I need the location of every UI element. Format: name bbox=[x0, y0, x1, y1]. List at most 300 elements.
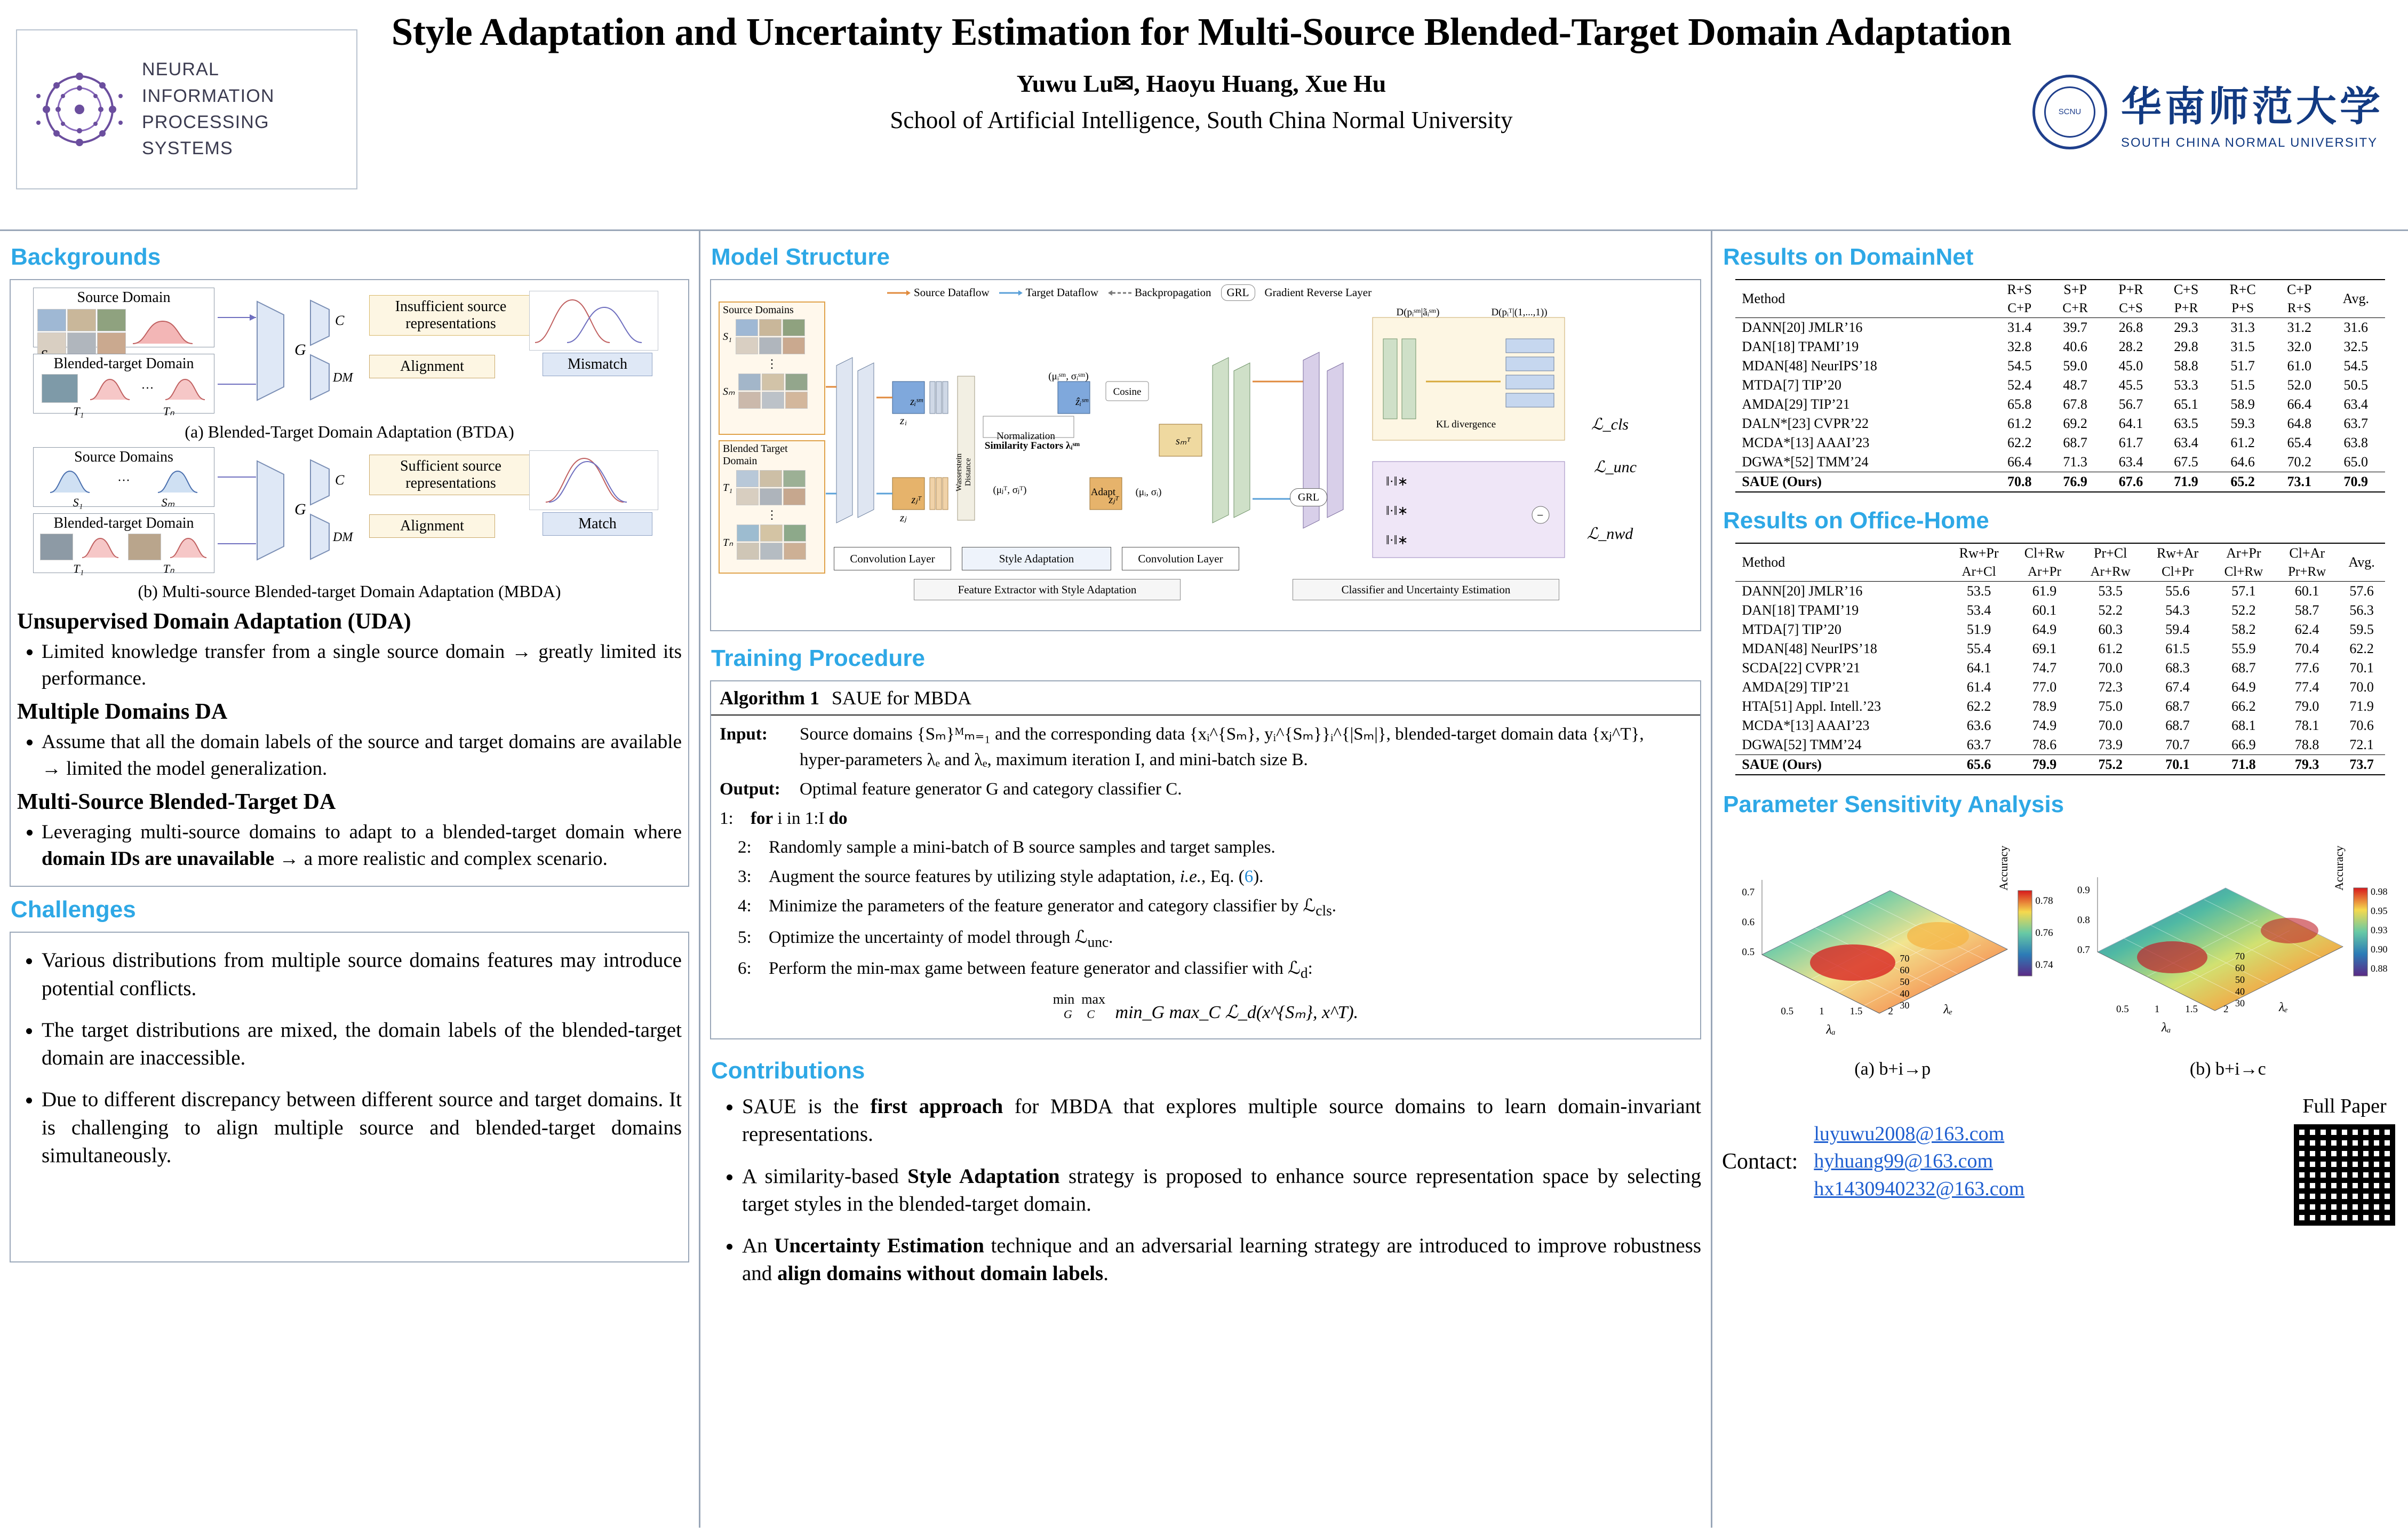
cell: 31.3 bbox=[2230, 320, 2255, 335]
cell: 52.2 bbox=[2098, 602, 2123, 618]
col-h2-4: Cl+Rw bbox=[2224, 565, 2263, 579]
cell: 45.0 bbox=[2118, 358, 2143, 374]
cell: 64.6 bbox=[2230, 454, 2255, 470]
cell-method: SAUE (Ours) bbox=[1742, 474, 1822, 489]
cell-method: DALN*[23] CVPR’22 bbox=[1742, 416, 1869, 431]
cell: 60.1 bbox=[2032, 602, 2057, 618]
list-item: • Assume that all the domain labels of the source and target domains are available → limited the model generalization. bbox=[42, 729, 682, 782]
col-method: Method bbox=[1742, 554, 1785, 570]
cell: 62.2 bbox=[2007, 435, 2032, 450]
cell: 65.2 bbox=[2230, 474, 2255, 489]
algorithm-title bbox=[711, 681, 1700, 716]
cell: 63.4 bbox=[2174, 435, 2198, 450]
btda-source-domain-box bbox=[33, 288, 214, 347]
thumb bbox=[37, 309, 66, 331]
table-row bbox=[1735, 658, 2385, 678]
t1-label: T₁ bbox=[723, 481, 733, 494]
col-h-4: Ar+Pr bbox=[2226, 545, 2261, 561]
cell: 63.7 bbox=[1966, 737, 1991, 752]
cell: 48.7 bbox=[2063, 377, 2087, 393]
conv-layer-left: Convolution Layer bbox=[834, 547, 951, 570]
bg-item-list-0 bbox=[17, 639, 682, 692]
svg-text:DM: DM bbox=[333, 530, 353, 544]
cell: 67.6 bbox=[2118, 474, 2143, 489]
cell-method: HTA[51] Appl. Intell.’23 bbox=[1742, 698, 1881, 714]
section-heading-challenges: Challenges bbox=[11, 896, 136, 923]
cell: 66.4 bbox=[2007, 454, 2032, 470]
z-ticks-a: 0.7 0.6 0.5 bbox=[1742, 887, 1755, 958]
table-row bbox=[1735, 318, 2385, 338]
table-row bbox=[1735, 620, 2385, 639]
conv-layer-right: Convolution Layer bbox=[1122, 547, 1239, 570]
cell: 61.7 bbox=[2118, 435, 2143, 450]
mbda-note: Sufficient source representations bbox=[369, 455, 532, 495]
mbda-match-curve bbox=[529, 450, 658, 510]
cell: 53.4 bbox=[1966, 602, 1991, 618]
cell: 70.2 bbox=[2287, 454, 2311, 470]
cell-avg: 57.6 bbox=[2349, 583, 2374, 599]
btda-source-curve-icon bbox=[131, 318, 195, 346]
cell: 75.2 bbox=[2098, 757, 2123, 772]
contact-label: Contact: bbox=[1722, 1149, 1798, 1174]
algorithm-step bbox=[720, 894, 1692, 921]
btda-dots: ··· bbox=[141, 381, 154, 395]
mbda-s1-label: S₁ bbox=[73, 496, 83, 509]
y-axis-label-b: λₑ bbox=[2279, 1000, 2288, 1014]
svg-text:C: C bbox=[335, 472, 345, 488]
cell: 68.7 bbox=[2231, 660, 2256, 676]
cell: 58.2 bbox=[2231, 622, 2256, 637]
step-text: Augment the source features by utilizing style adaptation, i.e., Eq. (6). bbox=[769, 867, 1264, 887]
cell: 73.9 bbox=[2098, 737, 2123, 752]
step-number: 2: bbox=[738, 838, 752, 857]
cell: 45.5 bbox=[2118, 377, 2143, 393]
mbda-dots: ··· bbox=[117, 473, 130, 488]
cell-method: DANN[20] JMLR’16 bbox=[1742, 320, 1863, 335]
table-row bbox=[1735, 414, 2385, 433]
feature-extractor-caption: Feature Extractor with Style Adaptation bbox=[914, 579, 1181, 600]
section-heading-domainnet: Results on DomainNet bbox=[1723, 244, 1974, 270]
blended-dots: ⋮ bbox=[766, 508, 778, 521]
thumb bbox=[128, 534, 161, 560]
btda-source-domain-label: Source Domain bbox=[77, 289, 171, 306]
cell: 55.4 bbox=[1966, 641, 1991, 656]
cell: 64.9 bbox=[2231, 679, 2256, 695]
cell: 78.6 bbox=[2032, 737, 2057, 752]
sensitivity-surface-a bbox=[1730, 827, 2055, 1056]
mbda-source-domains-box bbox=[33, 447, 214, 507]
table-row bbox=[1735, 395, 2385, 414]
thumb bbox=[67, 309, 96, 331]
figure-mbda bbox=[17, 445, 682, 578]
neurips-dots-icon bbox=[29, 59, 130, 160]
x-ticks-b: 0.5 1 1.5 2 bbox=[2116, 1004, 2229, 1015]
svg-text:‖·‖∗: ‖·‖∗ bbox=[1386, 504, 1408, 518]
style-adaptation-block: Style Adaptation bbox=[962, 547, 1111, 570]
algorithm-step bbox=[720, 925, 1692, 952]
d-target-label: D(pᵢᵀ|(1,...,1)) bbox=[1491, 307, 1548, 318]
cell: 70.1 bbox=[2165, 757, 2190, 772]
poster-columns bbox=[0, 231, 2408, 1528]
col-h-3: Rw+Ar bbox=[2156, 545, 2199, 561]
neurips-logo-text: NEURAL INFORMATION PROCESSING SYSTEMS bbox=[142, 59, 275, 159]
cell-method: MCDA*[13] AAAI’23 bbox=[1742, 435, 1870, 450]
col-h-2: Pr+Cl bbox=[2094, 545, 2127, 561]
cell-avg: 70.6 bbox=[2349, 718, 2374, 733]
cell: 60.1 bbox=[2294, 583, 2319, 599]
btda-note: Insufficient source representations bbox=[369, 295, 532, 336]
thumb bbox=[97, 332, 126, 355]
cell: 54.3 bbox=[2165, 602, 2190, 618]
cell: 55.6 bbox=[2165, 583, 2190, 599]
cell: 62.2 bbox=[1966, 698, 1991, 714]
table-row bbox=[1735, 697, 2385, 716]
authors: Yuwu Lu✉, Haoyu Huang, Xue Hu bbox=[1016, 69, 1386, 97]
step-text: for i in 1:I do bbox=[751, 808, 848, 828]
cell-avg: 62.2 bbox=[2349, 641, 2374, 656]
normalization-label: Normalization bbox=[996, 431, 1055, 442]
thumb bbox=[42, 374, 78, 403]
loss-unc-label: ℒ_unc bbox=[1594, 458, 1637, 476]
btda-tn-label: Tₙ bbox=[163, 404, 174, 418]
col-h2-1: C+R bbox=[2062, 301, 2088, 315]
cell-avg: 50.5 bbox=[2343, 377, 2369, 393]
legend-grl-tag: GRL bbox=[1221, 284, 1255, 301]
list-item: • Various distributions from multiple source domains features may introduce potential conflicts. bbox=[42, 947, 682, 1003]
cell: 61.2 bbox=[2098, 641, 2123, 656]
btda-t1-label: T₁ bbox=[73, 404, 84, 418]
cell: 61.9 bbox=[2032, 583, 2057, 599]
cell: 66.4 bbox=[2287, 396, 2311, 412]
university-crest-icon bbox=[2032, 75, 2107, 149]
classifier-uncertainty-caption: Classifier and Uncertainty Estimation bbox=[1293, 579, 1559, 600]
section-heading-officehome: Results on Office-Home bbox=[1723, 507, 1989, 534]
cell: 54.5 bbox=[2007, 358, 2032, 374]
cell: 31.2 bbox=[2287, 320, 2311, 335]
col-h-0: Rw+Pr bbox=[1959, 545, 1999, 561]
cell-method: DANN[20] JMLR’16 bbox=[1742, 583, 1863, 599]
algorithm-input-label: Input: bbox=[720, 725, 768, 744]
figure-btda-caption: (a) Blended-Target Domain Adaptation (BTDA) bbox=[185, 422, 514, 441]
table-row-ours bbox=[1735, 472, 2385, 493]
thumb bbox=[97, 309, 126, 331]
algorithm-step bbox=[720, 806, 1692, 832]
col-h2-3: Cl+Pr bbox=[2162, 565, 2194, 579]
algorithm-number: Algorithm 1 bbox=[720, 687, 819, 709]
mu-sigma-label: (μᵢ, σᵢ) bbox=[1135, 487, 1162, 498]
cell-method: AMDA[29] TIP’21 bbox=[1742, 679, 1850, 695]
cell-method: DGWA[52] TMM’24 bbox=[1742, 737, 1862, 752]
btda-result-tag: Mismatch bbox=[543, 353, 652, 376]
backgrounds-panel bbox=[10, 279, 689, 887]
section-heading-model-structure: Model Structure bbox=[711, 244, 890, 270]
cell: 64.9 bbox=[2032, 622, 2057, 637]
cell: 29.3 bbox=[2174, 320, 2198, 335]
cell: 52.4 bbox=[2007, 377, 2032, 393]
cell: 59.0 bbox=[2063, 358, 2087, 374]
cell: 68.7 bbox=[2063, 435, 2087, 450]
blended-target-label: Blended Target Domain bbox=[723, 443, 788, 467]
contact-emails bbox=[1814, 1121, 2024, 1203]
list-item: • Due to different discrepancy between different source and target domains. It is challenging to align multiple source and blended-target domains simultaneously. bbox=[42, 1086, 682, 1170]
cell: 70.0 bbox=[2098, 660, 2123, 676]
col-h2-1: Ar+Pr bbox=[2028, 565, 2061, 579]
section-heading-sensitivity: Parameter Sensitivity Analysis bbox=[1723, 791, 2064, 817]
qr-code-icon[interactable] bbox=[2291, 1121, 2398, 1229]
cell-method: SCDA[22] CVPR’21 bbox=[1742, 660, 1861, 676]
svg-text:z ᵢ: z ᵢ bbox=[900, 414, 907, 427]
equation-body: min_G max_C ℒ_d(x^{Sₘ}, x^T). bbox=[1115, 1002, 1359, 1022]
affiliation: School of Artificial Intelligence, South China Normal University bbox=[890, 106, 1513, 133]
y-ticks-b: 70 60 50 40 30 bbox=[2235, 951, 2245, 1008]
legend-backpropagation: Backpropagation bbox=[1108, 286, 1211, 299]
cell: 28.2 bbox=[2118, 339, 2143, 354]
cell: 66.9 bbox=[2231, 737, 2256, 752]
btda-blended-label: Blended-target Domain bbox=[53, 355, 194, 372]
cell: 53.5 bbox=[2098, 583, 2123, 599]
mbda-sm-label: Sₘ bbox=[161, 496, 175, 509]
section-heading-training: Training Procedure bbox=[711, 645, 925, 671]
cell-avg: 32.5 bbox=[2343, 339, 2369, 354]
cell-avg: 72.1 bbox=[2349, 737, 2374, 752]
svg-text:G: G bbox=[294, 501, 306, 518]
z-sm-hat-label: ẑᵢˢᵐ bbox=[1075, 395, 1088, 408]
model-structure-figure bbox=[710, 279, 1701, 631]
table-row-ours bbox=[1735, 755, 2385, 775]
accuracy-axis-label-a: Accuracy bbox=[1997, 845, 2011, 891]
cell: 62.4 bbox=[2294, 622, 2319, 637]
cell-avg: 65.0 bbox=[2343, 454, 2369, 470]
cell: 59.4 bbox=[2165, 622, 2190, 637]
mbda-t1-label: T₁ bbox=[73, 562, 84, 575]
col-avg: Avg. bbox=[2348, 554, 2375, 570]
cell: 61.5 bbox=[2165, 641, 2190, 656]
email-link-3[interactable]: hx1430940232@163.com bbox=[1814, 1177, 2025, 1200]
university-logo bbox=[2032, 64, 2401, 160]
cell: 70.4 bbox=[2294, 641, 2319, 656]
cell: 53.3 bbox=[2174, 377, 2198, 393]
legend-grl-text: Gradient Reverse Layer bbox=[1264, 286, 1372, 299]
algorithm-equation: min max G C min_G max_C ℒ_d(x^{Sₘ}, x^T). bbox=[1052, 991, 1359, 1022]
y-ticks-a: 70 60 50 40 30 bbox=[1900, 953, 1910, 1011]
bg-item-title-0: Unsupervised Domain Adaptation (UDA) bbox=[17, 609, 411, 634]
section-heading-contributions: Contributions bbox=[711, 1058, 865, 1084]
cell-method: AMDA[29] TIP’21 bbox=[1742, 396, 1850, 412]
cell-method: SAUE (Ours) bbox=[1742, 757, 1822, 772]
cell: 68.3 bbox=[2165, 660, 2190, 676]
cell: 58.9 bbox=[2230, 396, 2255, 412]
cosine-label: Cosine bbox=[1113, 386, 1142, 398]
list-item: • Leveraging multi-source domains to adapt to a blended-target domain where domain IDs are unavailable → a more realistic and complex scenario. bbox=[42, 819, 682, 872]
col-h2-2: C+S bbox=[2119, 301, 2143, 315]
btda-alignment-tag: Alignment bbox=[369, 355, 495, 378]
table-row bbox=[1735, 639, 2385, 658]
officehome-table bbox=[1735, 543, 2385, 775]
adapt-label: Adapt bbox=[1090, 487, 1116, 498]
z-ticks-b: 0.9 0.8 0.7 bbox=[2077, 885, 2090, 956]
algorithm-output-text: Optimal feature generator G and category classifier C. bbox=[800, 779, 1182, 799]
svg-text:C: C bbox=[335, 313, 345, 328]
algorithm-step bbox=[720, 864, 1692, 890]
table-row bbox=[1735, 452, 2385, 472]
contributions-list bbox=[710, 1093, 1701, 1288]
domainnet-table bbox=[1735, 279, 2385, 493]
x-ticks-a: 0.5 1 1.5 2 bbox=[1781, 1006, 1893, 1017]
algorithm-input-row bbox=[720, 722, 1692, 773]
cell: 64.1 bbox=[1966, 660, 1991, 676]
mbda-blended-label: Blended-target Domain bbox=[53, 515, 194, 531]
cell: 51.7 bbox=[2230, 358, 2255, 374]
cell-method: DAN[18] TPAMI’19 bbox=[1742, 339, 1859, 354]
bg-item-title-2: Multi-Source Blended-Target DA bbox=[17, 790, 336, 815]
mbda-s1-curve-icon bbox=[49, 467, 91, 495]
cell: 67.8 bbox=[2063, 396, 2087, 412]
university-name-cn: 华南师范大学 bbox=[2121, 84, 2383, 130]
cell: 71.8 bbox=[2231, 757, 2256, 772]
y-axis-label-a: λₑ bbox=[1943, 1003, 1953, 1016]
loss-cls-label: ℒ_cls bbox=[1591, 415, 1629, 433]
algorithm-step bbox=[720, 956, 1692, 983]
cell: 75.0 bbox=[2098, 698, 2123, 714]
algorithm-box bbox=[710, 680, 1701, 1039]
cell: 52.2 bbox=[2231, 602, 2256, 618]
cell: 65.8 bbox=[2007, 396, 2032, 412]
d-source-label: D(pᵢˢᵐ|ãᵢˢᵐ) bbox=[1396, 307, 1440, 318]
col-h2-5: R+S bbox=[2287, 301, 2311, 315]
list-item: • Limited knowledge transfer from a single source domain → greatly limited its performance. bbox=[42, 639, 682, 692]
cell: 61.2 bbox=[2230, 435, 2255, 450]
cell: 61.4 bbox=[1966, 679, 1991, 695]
smt-label: sₘᵀ bbox=[1176, 435, 1191, 447]
sensitivity-caption-a: (a) b+i→p bbox=[1854, 1059, 1931, 1079]
step-number: 1: bbox=[720, 808, 733, 828]
svg-text:‖·‖∗: ‖·‖∗ bbox=[1386, 475, 1408, 489]
email-link-2[interactable]: hyhuang99@163.com bbox=[1814, 1150, 1994, 1173]
cell-method: MTDA[7] TIP’20 bbox=[1742, 622, 1841, 637]
table-row bbox=[1735, 678, 2385, 697]
colorbar-ticks-b: 0.98 0.95 0.93 0.90 0.88 bbox=[2371, 886, 2388, 974]
cell-avg: 54.5 bbox=[2343, 358, 2369, 374]
table-row bbox=[1735, 376, 2385, 395]
cell: 64.8 bbox=[2287, 416, 2311, 431]
btda-t1-curve-icon bbox=[89, 375, 131, 402]
bg-item-list-1 bbox=[17, 729, 682, 782]
col-h2-5: Pr+Rw bbox=[2288, 565, 2326, 579]
cell: 74.9 bbox=[2032, 718, 2057, 733]
mbda-alignment-tag: Alignment bbox=[369, 514, 495, 538]
x-axis-label-b: λₐ bbox=[2162, 1021, 2171, 1035]
sensitivity-figure-a bbox=[1730, 827, 2055, 1082]
cell: 79.0 bbox=[2294, 698, 2319, 714]
svg-text:DM: DM bbox=[333, 371, 353, 385]
cell-avg: 56.3 bbox=[2349, 602, 2374, 618]
cell: 55.9 bbox=[2231, 641, 2256, 656]
cell: 63.6 bbox=[1966, 718, 1991, 733]
sensitivity-figures bbox=[1722, 827, 2398, 1082]
step-number: 5: bbox=[738, 927, 752, 947]
col-method: Method bbox=[1742, 291, 1785, 306]
poster-header bbox=[0, 0, 2408, 231]
algorithm-output-label: Output: bbox=[720, 779, 780, 799]
mu-sigma-source-label: (μᵢˢᵐ, σᵢˢᵐ) bbox=[1048, 371, 1089, 382]
svg-text:−: − bbox=[1537, 509, 1544, 522]
cell: 64.1 bbox=[2118, 416, 2143, 431]
cell: 79.3 bbox=[2294, 757, 2319, 772]
colorbar-ticks-a: 0.78 0.76 0.74 bbox=[2035, 895, 2053, 971]
loss-nwd-label: ℒ_nwd bbox=[1586, 525, 1633, 543]
cell: 68.1 bbox=[2231, 718, 2256, 733]
cell: 52.0 bbox=[2287, 377, 2311, 393]
cell: 74.7 bbox=[2032, 660, 2057, 676]
table-row bbox=[1735, 716, 2385, 735]
cell: 67.5 bbox=[2174, 454, 2198, 470]
cell-avg: 70.9 bbox=[2343, 474, 2369, 489]
z-sm-label: zᵢˢᵐ bbox=[910, 395, 923, 408]
email-link-1[interactable]: luyuwu2008@163.com bbox=[1814, 1123, 2005, 1146]
btda-tn-curve-icon bbox=[164, 375, 206, 402]
cell: 65.6 bbox=[1966, 757, 1991, 772]
cell-avg: 31.6 bbox=[2343, 320, 2369, 335]
model-legend bbox=[887, 284, 1372, 301]
cell-method: MCDA*[13] AAAI’23 bbox=[1742, 718, 1870, 733]
cell: 66.2 bbox=[2231, 698, 2256, 714]
cell: 77.0 bbox=[2032, 679, 2057, 695]
z-t-right-label: zⱼᵀ bbox=[1109, 494, 1119, 506]
cell: 53.5 bbox=[1966, 583, 1991, 599]
accuracy-axis-label-b: Accuracy bbox=[2332, 845, 2346, 891]
step-text: Optimize the uncertainty of model through ℒ$_{unc}$. bbox=[769, 927, 1113, 950]
cell-avg: 73.7 bbox=[2349, 757, 2374, 772]
svg-text:zⱼ: zⱼ bbox=[900, 511, 906, 524]
similarity-label: Similarity Factors λᵢˢᵐ bbox=[984, 440, 1080, 451]
cell-avg: 63.4 bbox=[2343, 396, 2369, 412]
sensitivity-figure-b bbox=[2066, 827, 2390, 1082]
cell: 78.9 bbox=[2032, 698, 2057, 714]
col-avg: Avg. bbox=[2342, 291, 2369, 306]
cell-method: MTDA[7] TIP’20 bbox=[1742, 377, 1841, 393]
step-number: 4: bbox=[738, 896, 752, 916]
cell: 70.7 bbox=[2165, 737, 2190, 752]
cell: 51.9 bbox=[1966, 622, 1991, 637]
sensitivity-surface-b bbox=[2066, 827, 2390, 1056]
cell: 63.5 bbox=[2174, 416, 2198, 431]
table-row bbox=[1735, 337, 2385, 356]
cell: 31.5 bbox=[2230, 339, 2255, 354]
cell: 69.2 bbox=[2063, 416, 2087, 431]
table-row bbox=[1735, 433, 2385, 452]
thumb bbox=[40, 534, 73, 560]
x-axis-label-a: λₐ bbox=[1826, 1023, 1836, 1037]
col-h-5: C+P bbox=[2286, 282, 2312, 297]
neurips-logo bbox=[16, 29, 357, 189]
column-right bbox=[1712, 231, 2408, 1528]
cell: 77.6 bbox=[2294, 660, 2319, 676]
cell: 70.0 bbox=[2098, 718, 2123, 733]
grl-tag-model: GRL bbox=[1290, 488, 1327, 506]
col-h-2: P+R bbox=[2118, 282, 2143, 297]
cell: 71.3 bbox=[2063, 454, 2087, 470]
cell: 56.7 bbox=[2118, 396, 2143, 412]
algorithm-step bbox=[720, 835, 1692, 861]
algorithm-name: SAUE for MBDA bbox=[831, 687, 971, 709]
cell-method: MDAN[48] NeurIPS’18 bbox=[1742, 641, 1877, 656]
col-h-4: R+C bbox=[2229, 282, 2256, 297]
cell: 78.8 bbox=[2294, 737, 2319, 752]
algorithm-input-text: Source domains {Sₘ}ᴹₘ₌₁ and the corresponding data {xᵢ^{Sₘ}, yᵢ^{Sₘ}}ᵢ^{|Sₘ|}, blended-target domain data {xⱼ^T}, hyper-parameters λₑ and λₑ, maximum iteration I, and mini-batch size B. bbox=[800, 725, 1644, 769]
col-h2-0: Ar+Cl bbox=[1962, 565, 1996, 579]
algorithm-body bbox=[711, 716, 1700, 1038]
cell: 40.6 bbox=[2063, 339, 2087, 354]
